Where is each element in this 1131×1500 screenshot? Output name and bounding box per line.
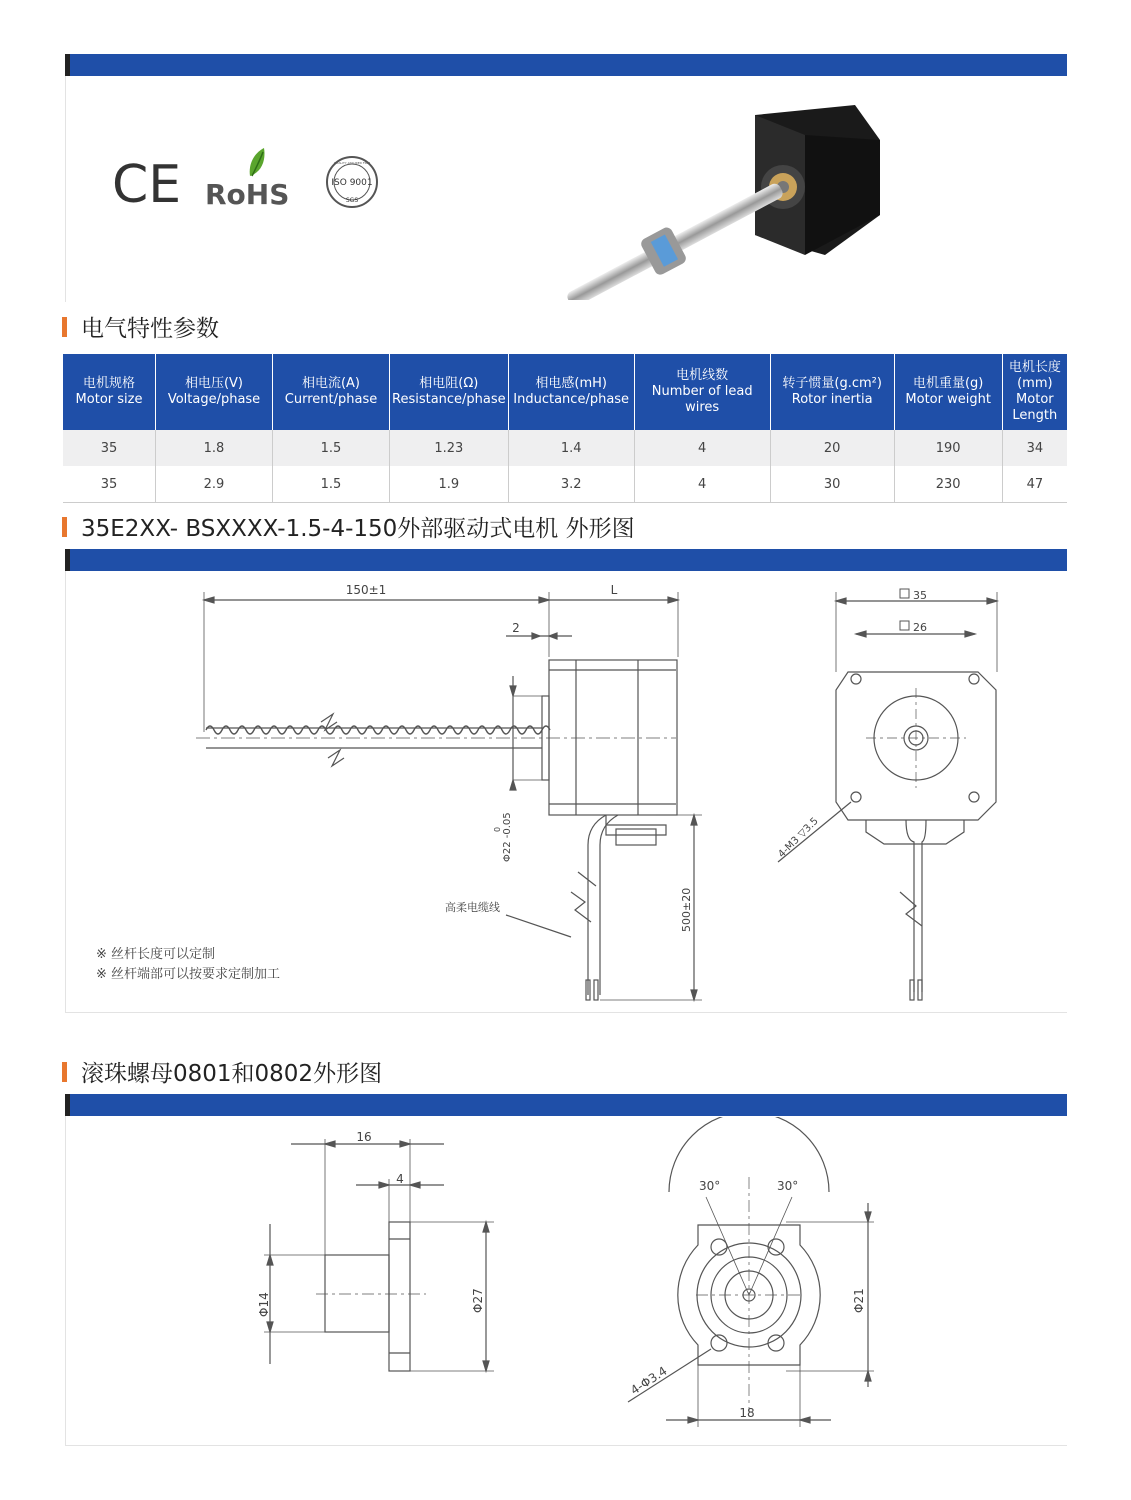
table-cell: 3.2 [508,466,634,503]
table-cell: 30 [770,466,894,503]
dim-phi22-tol0: 0 [493,826,502,832]
dim-35: 35 [913,589,927,602]
table-header-row [63,354,1067,430]
dim-m3-holes: 4-M3 ▽3.5 [776,815,821,861]
dim-phi22: Φ22 -0.05 [502,812,513,862]
dim-motor-L: L [610,583,618,597]
heading-marker [62,317,67,337]
th-motor-size: 电机规格 Motor size [63,354,156,430]
table-cell: 47 [1002,466,1067,503]
header-band-top [65,54,1067,76]
table-cell: 1.5 [273,430,390,466]
table-cell: 190 [894,430,1002,466]
dim-18: 18 [739,1406,755,1420]
dim-phi14: Φ14 [257,1292,271,1317]
panel-border-bottom-1 [65,1012,1067,1013]
iso-ring-text: QUALITY ASSURED FIRM [333,161,371,165]
dim-cable-500: 500±20 [680,887,693,932]
note-rod-length: ※ 丝杆长度可以定制 [96,947,216,962]
th-voltage: 相电压(V) Voltage/phase [156,354,273,430]
th-current: 相电流(A) Current/phase [273,354,390,430]
dim-angle-left: 30° [699,1179,721,1193]
electrical-spec-table [63,354,1067,503]
ce-logo: CE [112,155,182,215]
table-cell: 4 [634,466,770,503]
motor-outline-drawing [66,572,1066,1012]
section-title: 35E2XX- BSXXXX-1.5-4-150外部驱动式电机 外形图 [81,516,635,542]
table-cell: 4 [634,430,770,466]
iso-seal [327,157,377,207]
section-heading-electrical [62,310,219,343]
cable-label: 高柔电缆线 [445,901,500,914]
th-motor-length: 电机长度(mm) Motor Length [1002,354,1067,430]
ballnut-outline-drawing [66,1117,1066,1443]
ballnut-side-view [257,1130,494,1371]
table-row [63,466,1067,503]
motor-body-side [542,660,677,1000]
header-band-drawing2 [65,1094,1067,1116]
table-cell: 1.8 [156,430,273,466]
th-rotor-inertia: 转子惯量(g.cm²) Rotor inertia [770,354,894,430]
note-rod-end: ※ 丝杆端部可以按要求定制加工 [96,967,281,982]
dim-16: 16 [356,1130,372,1144]
iso-label: ISO 9001 [331,178,373,188]
panel-border-bottom-2 [65,1445,1067,1446]
dim-mounting-holes: 4-Φ3.4 [628,1363,670,1398]
dim-phi21: Φ21 [852,1288,866,1313]
table-cell: 1.4 [508,430,634,466]
lead-screw [196,714,676,766]
table-cell: 35 [63,466,156,503]
certification-logos [100,140,400,220]
section-heading-outline-drawing [62,510,635,543]
th-resistance: 相电阻(Ω) Resistance/phase [390,354,509,430]
th-lead-wires: 电机线数 Number of lead wires [634,354,770,430]
table-cell: 1.5 [273,466,390,503]
table-cell: 2.9 [156,466,273,503]
dim-phi27: Φ27 [471,1288,485,1313]
table-cell: 230 [894,466,1002,503]
table-row [63,430,1067,466]
dim-2: 2 [512,621,520,635]
dim-4: 4 [396,1172,404,1186]
motor-product-image [555,95,890,300]
table-cell: 35 [63,430,156,466]
ballnut-front-view [628,1117,874,1427]
rohs-logo: RoHS [205,178,290,211]
heading-marker [62,1062,67,1082]
section-heading-ballnut [62,1055,382,1088]
panel-border-left-top [65,76,66,302]
table-cell: 1.9 [390,466,509,503]
table-cell: 20 [770,430,894,466]
table-cell: 1.23 [390,430,509,466]
section-title: 电气特性参数 [81,316,219,342]
dim-rod-length: 150±1 [345,583,387,597]
table-cell: 34 [1002,430,1067,466]
motor-front-view [776,589,997,1000]
sgs-label: SGS [345,197,359,204]
heading-marker [62,517,67,537]
section-title: 滚珠螺母0801和0802外形图 [81,1061,383,1087]
dim-26: 26 [913,621,927,634]
th-inductance: 相电感(mH) Inductance/phase [508,354,634,430]
dim-angle-right: 30° [777,1179,799,1193]
header-band-drawing1 [65,549,1067,571]
th-motor-weight: 电机重量(g) Motor weight [894,354,1002,430]
